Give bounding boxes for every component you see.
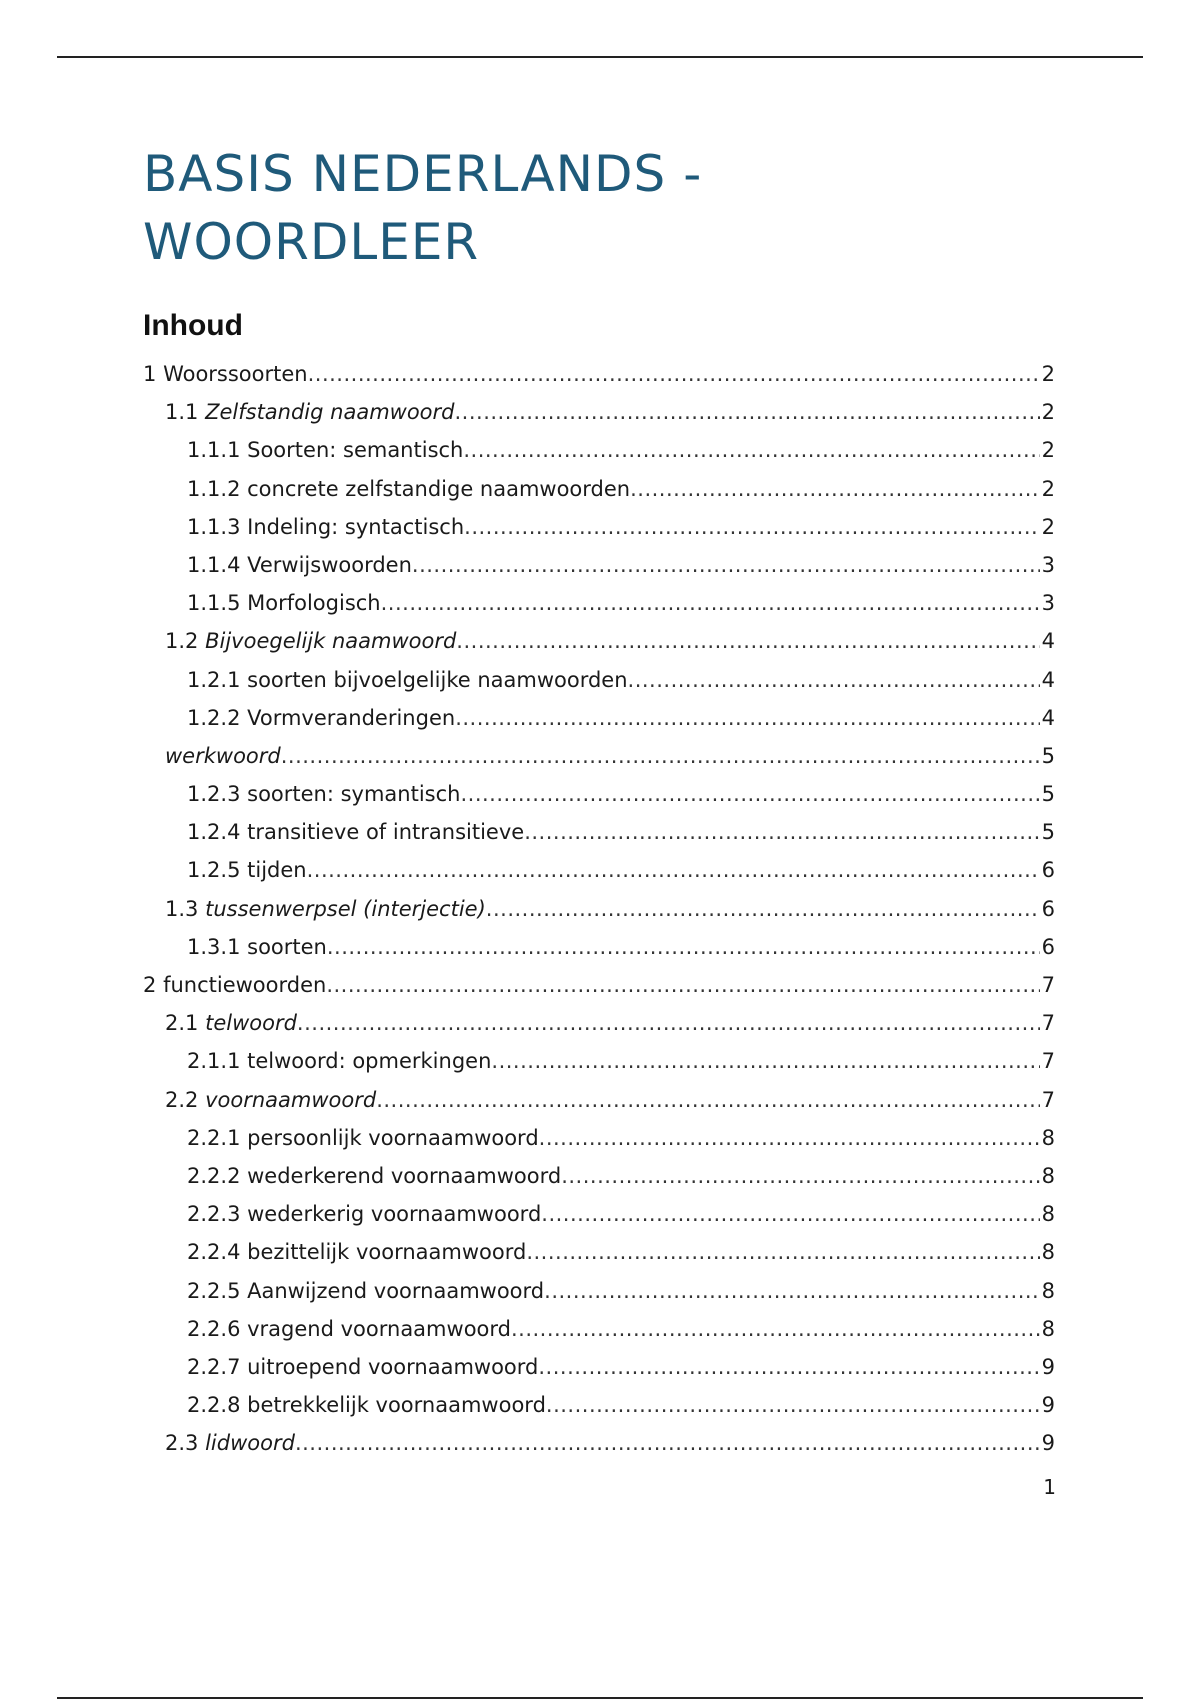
toc-entry-page: 8 [1041, 1240, 1055, 1265]
toc-entry-number: 1.3 [165, 896, 199, 921]
toc-entry[interactable] [143, 1424, 1055, 1462]
toc-entry-page: 5 [1041, 782, 1055, 807]
toc-entry[interactable] [143, 1081, 1055, 1119]
toc-entry[interactable] [143, 737, 1055, 775]
toc-entry-page: 4 [1041, 629, 1055, 654]
toc-entry-number: 1.2.3 [187, 782, 241, 807]
toc-dot-leader [524, 813, 1039, 851]
toc-entry-text: soorten [247, 934, 327, 959]
toc-entry-text: Vormveranderingen [247, 705, 456, 730]
toc-entry-page: 4 [1041, 705, 1055, 730]
toc-entry-page: 2 [1041, 400, 1055, 425]
toc-entry-text: Soorten: semantisch [247, 438, 464, 463]
toc-dot-leader [295, 1424, 1040, 1462]
toc-entry[interactable] [143, 431, 1055, 469]
toc-entry[interactable] [143, 1004, 1055, 1042]
toc-entry-text: bezittelijk voornaamwoord [247, 1240, 527, 1265]
toc-entry[interactable] [143, 546, 1055, 584]
toc-entry-label [165, 1081, 376, 1119]
toc-entry-label [187, 1233, 526, 1271]
toc-entry[interactable] [143, 355, 1055, 393]
toc-entry-number: 2.2.3 [187, 1202, 241, 1227]
toc-entry-number: 1.2.5 [187, 858, 241, 883]
toc-entry-number: 1.2 [165, 629, 199, 654]
toc-entry-number: 1.1.3 [187, 514, 241, 539]
toc-entry[interactable] [143, 890, 1055, 928]
toc-entry[interactable] [143, 1310, 1055, 1348]
toc-entry-label [187, 1195, 541, 1233]
toc-entry-text: Morfologisch [247, 591, 381, 616]
toc-entry-text: transitieve of intransitieve [247, 820, 525, 845]
toc-entry[interactable] [143, 661, 1055, 699]
toc-entry-label [143, 966, 326, 1004]
toc-entry-label [187, 1310, 511, 1348]
toc-entry[interactable] [143, 928, 1055, 966]
toc-entry-page: 7 [1041, 1049, 1055, 1074]
toc-dot-leader [561, 1157, 1039, 1195]
toc-entry-number: 1.1.1 [187, 438, 241, 463]
toc-entry-page: 2 [1041, 438, 1055, 463]
toc-entry[interactable] [143, 1119, 1055, 1157]
toc-entry-text: voornaamwoord [205, 1087, 377, 1112]
toc-entry[interactable] [143, 1348, 1055, 1386]
toc-entry-number: 1 [143, 362, 157, 386]
toc-entry-text: functiewoorden [163, 973, 327, 997]
toc-entry[interactable] [143, 1195, 1055, 1233]
toc-entry-page: 2 [1041, 514, 1055, 539]
toc-heading: Inhoud [143, 309, 243, 342]
toc-entry-label [187, 584, 381, 622]
toc-entry-page: 9 [1041, 1393, 1055, 1418]
toc-dot-leader [628, 661, 1040, 699]
toc-entry-label [187, 699, 455, 737]
toc-entry-label [165, 1004, 297, 1042]
toc-entry-label [187, 508, 464, 546]
document-title-line-2: WOORDLEER [143, 213, 480, 271]
toc-entry[interactable] [143, 966, 1055, 1004]
toc-entry-number: 2.1 [165, 1011, 199, 1036]
toc-dot-leader [381, 584, 1040, 622]
toc-entry-text: concrete zelfstandige naamwoorden [247, 476, 631, 501]
toc-entry-text: Aanwijzend voornaamwoord [247, 1278, 545, 1303]
toc-entry-label [143, 355, 308, 393]
toc-entry-page: 2 [1041, 476, 1055, 501]
toc-entry-label [187, 1042, 491, 1080]
toc-dot-leader [455, 393, 1040, 431]
toc-entry-number: 2.1.1 [187, 1049, 241, 1074]
toc-dot-leader [486, 890, 1040, 928]
toc-entry-label [165, 393, 455, 431]
toc-entry[interactable] [143, 1272, 1055, 1310]
toc-entry-page: 9 [1041, 1354, 1055, 1379]
toc-entry-label [187, 1157, 561, 1195]
toc-entry-page: 4 [1041, 667, 1055, 692]
toc-dot-leader [412, 546, 1040, 584]
toc-dot-leader [281, 737, 1040, 775]
toc-entry-number: 2.2.6 [187, 1316, 241, 1341]
toc-entry-text: vragend voornaamwoord [247, 1316, 511, 1341]
toc-entry-text: werkwoord [165, 743, 281, 768]
toc-dot-leader [327, 928, 1040, 966]
toc-entry-page: 7 [1041, 1087, 1055, 1112]
document-title [143, 140, 1043, 276]
toc-entry[interactable] [143, 775, 1055, 813]
toc-entry-number: 1.2.2 [187, 705, 241, 730]
toc-dot-leader [546, 1386, 1040, 1424]
toc-dot-leader [455, 699, 1039, 737]
toc-entry-label [187, 470, 630, 508]
toc-entry[interactable] [143, 1233, 1055, 1271]
toc-entry-page: 8 [1041, 1278, 1055, 1303]
toc-entry-text: wederkerig voornaamwoord [247, 1202, 542, 1227]
toc-entry-number: 1.1.5 [187, 591, 241, 616]
toc-entry-page: 3 [1041, 552, 1055, 577]
toc-entry[interactable] [143, 393, 1055, 431]
toc-entry-number: 2.2.7 [187, 1354, 241, 1379]
toc-entry-label [187, 546, 412, 584]
toc-entry[interactable] [143, 1386, 1055, 1424]
toc-entry-number: 2 [143, 973, 157, 997]
toc-entry-page: 8 [1041, 1125, 1055, 1150]
toc-entry-page: 7 [1041, 973, 1055, 997]
toc-entry-number: 2.2 [165, 1087, 199, 1112]
toc-entry-number: 1.3.1 [187, 934, 241, 959]
toc-entry-text: tussenwerpsel (interjectie) [205, 896, 486, 921]
toc-dot-leader [376, 1081, 1039, 1119]
toc-entry-label [187, 1119, 539, 1157]
toc-entry-text: wederkerend voornaamwoord [247, 1163, 562, 1188]
toc-entry[interactable] [143, 470, 1055, 508]
toc-entry-text: telwoord [205, 1011, 297, 1036]
toc-entry-page: 9 [1041, 1431, 1055, 1456]
toc-dot-leader [307, 851, 1040, 889]
toc-entry-label [187, 1348, 538, 1386]
header-rule [57, 56, 1143, 58]
toc-dot-leader [297, 1004, 1040, 1042]
toc-entry-label [187, 851, 307, 889]
toc-entry-text: telwoord: opmerkingen [247, 1049, 492, 1074]
toc-entry-page: 6 [1041, 858, 1055, 883]
toc-entry-label [165, 622, 456, 660]
toc-entry-text: uitroepend voornaamwoord [247, 1354, 539, 1379]
toc-entry[interactable] [143, 1157, 1055, 1195]
toc-entry-label [187, 928, 327, 966]
toc-entry-number: 1.1 [165, 400, 199, 425]
toc-entry-number: 1.2.1 [187, 667, 241, 692]
toc-entry-page: 3 [1041, 591, 1055, 616]
toc-entry-page: 7 [1041, 1011, 1055, 1036]
toc-entry-text: betrekkelijk voornaamwoord [247, 1393, 546, 1418]
toc-entry-label [187, 1272, 544, 1310]
toc-entry[interactable] [143, 584, 1055, 622]
toc-entry[interactable] [143, 813, 1055, 851]
document-title-line-1: BASIS NEDERLANDS - [143, 145, 703, 203]
toc-dot-leader [326, 966, 1039, 1004]
toc-entry-text: Indeling: syntactisch [247, 514, 465, 539]
toc-entry[interactable] [143, 1042, 1055, 1080]
toc-entry-page: 6 [1041, 896, 1055, 921]
toc-entry-number: 2.2.1 [187, 1125, 241, 1150]
toc-entry[interactable] [143, 699, 1055, 737]
toc-entry-number: 2.2.8 [187, 1393, 241, 1418]
toc-dot-leader [308, 355, 1040, 393]
toc-entry-page: 8 [1041, 1202, 1055, 1227]
toc-entry-number: 2.3 [165, 1431, 199, 1456]
toc-entry-page: 5 [1041, 820, 1055, 845]
toc-entry[interactable] [143, 508, 1055, 546]
toc-entry-number: 1.1.2 [187, 476, 241, 501]
toc-dot-leader [630, 470, 1040, 508]
toc-dot-leader [538, 1348, 1039, 1386]
toc-entry-label [187, 1386, 546, 1424]
toc-dot-leader [456, 622, 1039, 660]
toc-entry-text: Woorssoorten [163, 362, 308, 386]
toc-dot-leader [541, 1195, 1039, 1233]
toc-entry-label [165, 890, 486, 928]
toc-entry-number: 2.2.5 [187, 1278, 241, 1303]
toc-entry-label [187, 661, 628, 699]
toc-entry-text: soorten: symantisch [247, 782, 461, 807]
toc-entry-page: 6 [1041, 934, 1055, 959]
toc-dot-leader [539, 1119, 1040, 1157]
toc-entry-page: 2 [1041, 362, 1055, 386]
toc-dot-leader [526, 1233, 1039, 1271]
toc-entry-text: Zelfstandig naamwoord [205, 400, 455, 425]
toc-entry-number: 1.1.4 [187, 552, 241, 577]
toc-entry-page: 8 [1041, 1316, 1055, 1341]
toc-entry-text: Bijvoegelijk naamwoord [205, 629, 457, 654]
footer-rule [57, 1697, 1143, 1699]
toc-entry-label [187, 775, 460, 813]
toc-entry[interactable] [143, 851, 1055, 889]
toc-entry-page: 8 [1041, 1163, 1055, 1188]
toc-dot-leader [511, 1310, 1040, 1348]
toc-entry-text: persoonlijk voornaamwoord [247, 1125, 539, 1150]
toc-entry-text: soorten bijvoelgelijke naamwoorden [247, 667, 628, 692]
toc-entry-label [165, 1424, 295, 1462]
toc-dot-leader [463, 431, 1039, 469]
page-number: 1 [1043, 1475, 1056, 1499]
toc-entry-label [187, 813, 524, 851]
toc-entry[interactable] [143, 622, 1055, 660]
toc-entry-number: 2.2.4 [187, 1240, 241, 1265]
toc-entry-text: Verwijswoorden [247, 552, 412, 577]
toc-entry-label [165, 737, 281, 775]
toc-entry-text: tijden [247, 858, 307, 883]
toc-dot-leader [464, 508, 1039, 546]
toc-dot-leader [491, 1042, 1039, 1080]
toc-entry-number: 1.2.4 [187, 820, 241, 845]
toc-entry-text: lidwoord [205, 1431, 295, 1456]
toc-dot-leader [544, 1272, 1039, 1310]
toc-dot-leader [460, 775, 1039, 813]
toc-entry-page: 5 [1041, 743, 1055, 768]
toc-entry-number: 2.2.2 [187, 1163, 241, 1188]
toc-entry-label [187, 431, 463, 469]
table-of-contents [143, 355, 1055, 1462]
